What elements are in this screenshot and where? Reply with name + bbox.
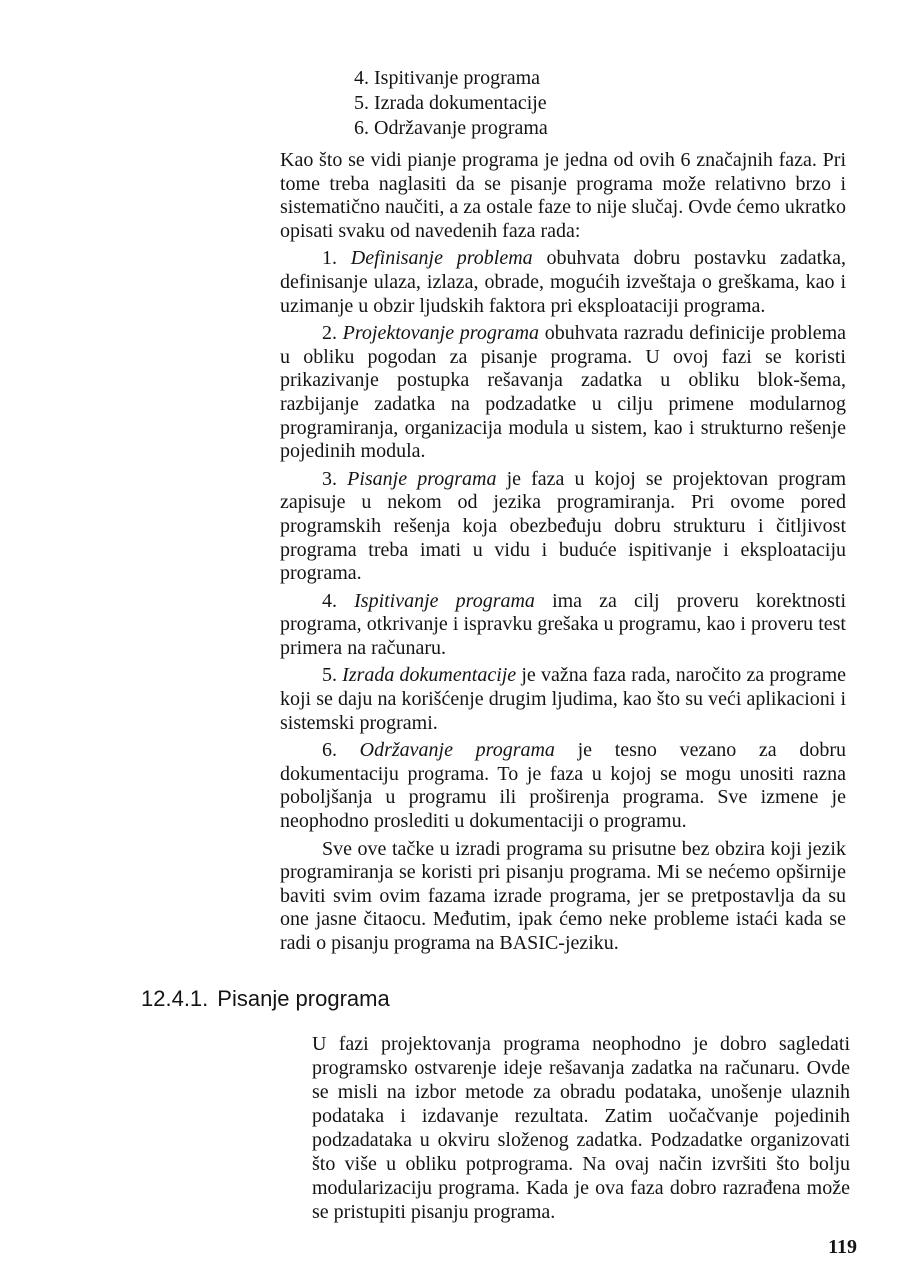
phase-description: je faza u kojoj se projektovan program zapisuje u nekom od jezika programiranja. Pri ovome pored programskih rešenja koja obezbeđuju dobru strukturu i čitljivost programa treba imati u vidu i buduće ispitivanje i eksploataciju programa. — [280, 467, 847, 585]
phase-term: Definisanje problema — [350, 247, 533, 270]
intro-paragraph: Kao što se vidi pianje programa je jedna od ovih 6 značajnih faza. Pri tome treba naglasiti da se pisanje programa može relativno brzo i sistematično naučiti, a za ostale faze to nije slučaj. Ovde ćemo ukratko opisati svaku od navedenih faza rada: — [280, 149, 846, 242]
phase-number: 2. — [322, 322, 337, 345]
phase-paragraph-1 — [280, 247, 846, 318]
page-number: 119 — [828, 1236, 857, 1258]
phase-list — [354, 66, 548, 141]
phase-list-item: 6. Održavanje programa — [354, 117, 548, 139]
phase-description: obuhvata dobru postavku zadatka, definisanje ulaza, izlaza, obrade, mogućih izveštaja o greškama, kao i uzimanje u obzir ljudskih faktora pri eksploataciji programa. — [280, 247, 847, 317]
phase-paragraph-5 — [280, 664, 846, 735]
section-title: Pisanje programa — [217, 986, 390, 1011]
phase-term: Izrada dokumentacije — [342, 664, 517, 687]
section-body-paragraph: U fazi projektovanja programa neophodno je dobro sagledati programsko ostvarenje ideje rešavanja zadatka na računaru. Ovde se misli na izbor metode za obradu podataka, unošenje ulaznih podataka i izdavanje rezultata. Zatim uočačvanje pojedinih podzadataka u okviru složenog zadatka. Podzadatke organizovati što više u obliku potprograma. Na ovaj način izvršiti što bolju modularizaciju programa. Kada je ova faza dobro razrađena može se pristupiti pisanju programa. — [312, 1033, 850, 1223]
phase-description: obuhvata razradu definicije problema u obliku pogodan za pisanje programa. U ovoj fazi se koristi prikazivanje postupka rešavanja zadatka u obliku blok-šema, razbijanje zadatka na podzadatke u cilju primene modularnog programiranja, organizacija modula u sistem, kao i strukturno rešenje pojedinih modula. — [280, 322, 847, 463]
section-number: 12.4.1. — [141, 986, 209, 1011]
closing-paragraph: Sve ove tačke u izradi programa su prisutne bez obzira koji jezik programiranja se koristi pri pisanju programa. Mi se nećemo opširnije baviti svim ovim fazama izrade programa, jer se pretpostavlja da su one jasne čitaocu. Međutim, ipak ćemo neke probleme istaći kada se radi o pisanju programa na BASIC-jeziku. — [280, 837, 846, 954]
phase-number: 4. — [322, 589, 337, 612]
phase-number: 6. — [322, 739, 337, 762]
phase-number: 1. — [322, 247, 337, 270]
phase-paragraph-6 — [280, 739, 846, 833]
phase-description: ima za cilj proveru korektnosti programa, otkrivanje i ispravku grešaka u programu, kao i proveru test primera na računaru. — [280, 589, 847, 659]
phase-paragraph-2 — [280, 322, 846, 464]
phase-term: Projektovanje programa — [342, 322, 540, 345]
phase-number: 5. — [322, 664, 337, 687]
main-text-column — [280, 149, 846, 960]
section-body-column — [312, 1032, 850, 1224]
phase-paragraph-4 — [280, 590, 846, 661]
phase-term: Održavanje programa — [359, 739, 555, 762]
phase-paragraph-3 — [280, 468, 846, 586]
section-heading — [141, 985, 390, 1013]
phase-term: Ispitivanje programa — [354, 589, 535, 612]
phase-description: je važna faza rada, naročito za programe koji se daju na korišćenje drugim ljudima, kao što su veći aplikacioni i sistemski programi. — [280, 664, 847, 734]
phase-list-item: 4. Ispitivanje programa — [354, 67, 541, 89]
phase-list-item: 5. Izrada dokumentacije — [354, 92, 547, 114]
phase-description: je tesno vezano za dobru dokumentaciju programa. To je faza u kojoj se mogu unositi razna poboljšanja u programu ili proširenja programa. Sve izmene je neophodno proslediti u dokumentaciji o programu. — [280, 739, 846, 833]
phase-term: Pisanje programa — [347, 467, 497, 490]
phase-number: 3. — [322, 467, 337, 490]
